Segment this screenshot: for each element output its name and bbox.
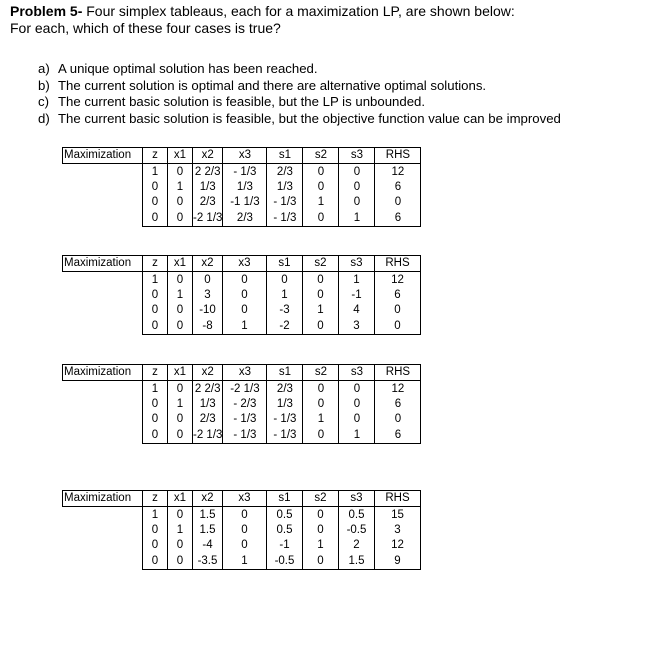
label-spacer — [63, 538, 143, 553]
tableau-header-row — [63, 256, 421, 272]
column-header: x3 — [223, 256, 267, 272]
tableau-cell: 1 — [303, 538, 339, 553]
tableau-cell: 1/3 — [267, 180, 303, 195]
column-header: x1 — [168, 365, 193, 381]
tableau-cell: 2 2/3 — [193, 381, 223, 397]
tableau-cell: 1 — [168, 288, 193, 303]
column-header: x1 — [168, 491, 193, 507]
tableau-cell: 0 — [143, 523, 168, 538]
tableau-cell: 0 — [168, 195, 193, 210]
tableau-cell: 0.5 — [267, 507, 303, 523]
tableau-cell: 0 — [303, 211, 339, 227]
tableau-cell: 0 — [143, 195, 168, 210]
tableau-cell: 2/3 — [193, 195, 223, 210]
column-header: x3 — [223, 148, 267, 164]
tableau-cell: 0 — [303, 523, 339, 538]
tableau-cell: 6 — [375, 428, 421, 444]
problem-statement — [10, 3, 515, 37]
tableau-cell: - 1/3 — [267, 195, 303, 210]
tableau-cell: 4 — [339, 303, 375, 318]
tableau-cell: 6 — [375, 180, 421, 195]
tableau-cell: 0 — [223, 288, 267, 303]
tableau-cell: 0 — [339, 180, 375, 195]
tableau-cell: 6 — [375, 211, 421, 227]
tableau-cell: -2 1/3 — [193, 211, 223, 227]
tableau-cell: 0 — [223, 538, 267, 553]
column-header: s1 — [267, 148, 303, 164]
tableau-cell: 0 — [223, 272, 267, 288]
tableau-row — [63, 381, 421, 397]
label-spacer — [63, 554, 143, 570]
tableau-cell: -1 — [339, 288, 375, 303]
column-header: s2 — [303, 491, 339, 507]
tableau-cell: 1 — [168, 180, 193, 195]
tableau-cell: 0 — [375, 319, 421, 335]
column-header: RHS — [375, 148, 421, 164]
tableau-cell: -4 — [193, 538, 223, 553]
tableau-cell: -10 — [193, 303, 223, 318]
tableau-cell: 0 — [168, 211, 193, 227]
choice-b: b) The current solution is optimal and there are alternative optimal solutions. — [38, 77, 487, 93]
tableau-cell: - 1/3 — [223, 164, 267, 180]
tableau-cell: 0 — [267, 272, 303, 288]
tableau-row — [63, 164, 421, 180]
tableau-row — [63, 288, 421, 303]
tableau-cell: 2/3 — [267, 164, 303, 180]
label-spacer — [63, 211, 143, 227]
tableau-cell: 2 — [339, 538, 375, 553]
tableau-cell: 0 — [143, 554, 168, 570]
simplex-tableau-3 — [62, 364, 421, 444]
column-header: s2 — [303, 148, 339, 164]
tableau-cell: -1 — [267, 538, 303, 553]
problem-line-2: For each, which of these four cases is true? — [10, 20, 281, 36]
tableau-cell: - 1/3 — [267, 211, 303, 227]
tableau-cell: 6 — [375, 397, 421, 412]
tableau-cell: 1 — [339, 272, 375, 288]
column-header: x2 — [193, 148, 223, 164]
tableau-cell: 0 — [303, 180, 339, 195]
tableau-cell: 0 — [303, 319, 339, 335]
tableau-cell: 12 — [375, 538, 421, 553]
tableau-cell: 1 — [168, 397, 193, 412]
column-header: s1 — [267, 491, 303, 507]
tableau-cell: 0 — [143, 412, 168, 427]
tableau-cell: 0 — [339, 397, 375, 412]
tableau-cell: 12 — [375, 381, 421, 397]
tableau-row — [63, 303, 421, 318]
tableau-cell: 0 — [143, 211, 168, 227]
tableau-row — [63, 538, 421, 553]
column-header: s1 — [267, 256, 303, 272]
tableau-header-row — [63, 491, 421, 507]
tableau-cell: 0 — [143, 538, 168, 553]
tableau-cell: 0 — [303, 272, 339, 288]
tableau-row — [63, 211, 421, 227]
tableau-cell: -8 — [193, 319, 223, 335]
tableau-cell: 0 — [143, 397, 168, 412]
tableau-row — [63, 272, 421, 288]
column-header: z — [143, 491, 168, 507]
tableau-cell: 0 — [143, 180, 168, 195]
label-spacer — [63, 412, 143, 427]
column-header: s3 — [339, 148, 375, 164]
tableau-cell: -2 1/3 — [223, 381, 267, 397]
tableau-cell: -0.5 — [267, 554, 303, 570]
tableau-cell: 12 — [375, 164, 421, 180]
tableau-cell: 0 — [168, 303, 193, 318]
label-spacer — [63, 428, 143, 444]
column-header: s3 — [339, 365, 375, 381]
tableau-cell: 0 — [303, 428, 339, 444]
column-header: s3 — [339, 491, 375, 507]
column-header: RHS — [375, 256, 421, 272]
tableau-cell: 2/3 — [223, 211, 267, 227]
tableau-row — [63, 554, 421, 570]
tableau-label: Maximization — [63, 491, 143, 507]
tableau-cell: - 1/3 — [267, 412, 303, 427]
tableau-cell: 0 — [303, 164, 339, 180]
tableau-cell: - 1/3 — [267, 428, 303, 444]
tableau-label: Maximization — [63, 256, 143, 272]
tableau-row — [63, 319, 421, 335]
tableau-cell: 1.5 — [193, 523, 223, 538]
label-spacer — [63, 523, 143, 538]
tableau-cell: 0 — [223, 507, 267, 523]
tableau-cell: -1 1/3 — [223, 195, 267, 210]
tableau-cell: 2 2/3 — [193, 164, 223, 180]
tableau-row — [63, 523, 421, 538]
tableau-row — [63, 428, 421, 444]
tableau-cell: 1 — [339, 211, 375, 227]
tableau-cell: 1 — [303, 412, 339, 427]
tableau-cell: -2 1/3 — [193, 428, 223, 444]
column-header: s2 — [303, 256, 339, 272]
tableau-cell: 1 — [143, 272, 168, 288]
simplex-tableau-1 — [62, 147, 421, 227]
tableau-cell: 3 — [193, 288, 223, 303]
tableau-cell: -3.5 — [193, 554, 223, 570]
tableau-cell: 1 — [267, 288, 303, 303]
column-header: s2 — [303, 365, 339, 381]
tableau-cell: 1/3 — [193, 180, 223, 195]
tableau-cell: 0 — [303, 554, 339, 570]
tableau-row — [63, 180, 421, 195]
tableau-cell: 0.5 — [339, 507, 375, 523]
tableau-cell: 0 — [303, 397, 339, 412]
tableau-cell: 0 — [339, 195, 375, 210]
tableau-cell: 0 — [168, 554, 193, 570]
problem-line-1 — [10, 3, 515, 20]
tableau-cell: 0 — [223, 303, 267, 318]
tableau-cell: 1/3 — [267, 397, 303, 412]
tableau-cell: 0 — [143, 303, 168, 318]
column-header: x3 — [223, 491, 267, 507]
tableau-cell: 0 — [168, 507, 193, 523]
tableau-cell: 2/3 — [267, 381, 303, 397]
tableau-cell: 0 — [375, 303, 421, 318]
tableau-cell: 0.5 — [267, 523, 303, 538]
tableau-cell: 0 — [339, 381, 375, 397]
tableau-cell: 1.5 — [339, 554, 375, 570]
tableau-cell: 1 — [303, 303, 339, 318]
tableau-cell: 0 — [168, 319, 193, 335]
tableau-cell: 0 — [303, 381, 339, 397]
tableau-cell: 0 — [143, 319, 168, 335]
tableau-cell: -2 — [267, 319, 303, 335]
tableau-cell: 1/3 — [193, 397, 223, 412]
choice-d: d) The current basic solution is feasible, but the objective function value can be improved — [38, 110, 561, 126]
column-header: RHS — [375, 365, 421, 381]
tableau-cell: -0.5 — [339, 523, 375, 538]
tableau-cell: 1 — [223, 554, 267, 570]
label-spacer — [63, 180, 143, 195]
simplex-tableau-4 — [62, 490, 421, 570]
tableau-cell: 9 — [375, 554, 421, 570]
tableau-cell: 1/3 — [223, 180, 267, 195]
column-header: s1 — [267, 365, 303, 381]
tableau-cell: 3 — [339, 319, 375, 335]
problem-label: Problem 5- — [10, 3, 83, 19]
tableau-cell: 0 — [303, 288, 339, 303]
tableau-cell: 2/3 — [193, 412, 223, 427]
tableau-row — [63, 507, 421, 523]
tableau-cell: 1 — [339, 428, 375, 444]
tableau-cell: 1 — [168, 523, 193, 538]
tableau-cell: -3 — [267, 303, 303, 318]
column-header: x1 — [168, 148, 193, 164]
tableau-cell: - 1/3 — [223, 428, 267, 444]
tableau-cell: 15 — [375, 507, 421, 523]
problem-text: Four simplex tableaus, each for a maximization LP, are shown below: — [82, 3, 515, 19]
tableau-cell: 0 — [223, 523, 267, 538]
tableau-cell: 0 — [143, 428, 168, 444]
tableau-cell: 12 — [375, 272, 421, 288]
tableau-cell: 1 — [303, 195, 339, 210]
tableau-cell: 0 — [143, 288, 168, 303]
tableau-cell: 1 — [143, 507, 168, 523]
column-header: x1 — [168, 256, 193, 272]
tableau-cell: 0 — [375, 412, 421, 427]
label-spacer — [63, 164, 143, 180]
tableau-cell: 1.5 — [193, 507, 223, 523]
tableau-cell: 1 — [143, 164, 168, 180]
tableau-cell: 0 — [168, 412, 193, 427]
tableau-header-row — [63, 148, 421, 164]
choice-list — [38, 61, 561, 127]
tableau-cell: 3 — [375, 523, 421, 538]
tableau-cell: 0 — [168, 428, 193, 444]
tableau-label: Maximization — [63, 365, 143, 381]
tableau-row — [63, 412, 421, 427]
tableau-cell: 0 — [303, 507, 339, 523]
tableau-cell: 1 — [223, 319, 267, 335]
label-spacer — [63, 195, 143, 210]
tableau-row — [63, 195, 421, 210]
column-header: x2 — [193, 491, 223, 507]
tableau-cell: 1 — [143, 381, 168, 397]
label-spacer — [63, 381, 143, 397]
tableau-cell: 0 — [339, 412, 375, 427]
tableau-cell: 0 — [193, 272, 223, 288]
tableau-cell: 0 — [339, 164, 375, 180]
tableau-cell: 0 — [168, 538, 193, 553]
tableau-cell: 0 — [168, 272, 193, 288]
choice-c: c) The current basic solution is feasible, but the LP is unbounded. — [38, 94, 426, 109]
label-spacer — [63, 319, 143, 335]
label-spacer — [63, 303, 143, 318]
tableau-cell: - 2/3 — [223, 397, 267, 412]
tableau-cell: 0 — [168, 381, 193, 397]
column-header: x2 — [193, 365, 223, 381]
column-header: s3 — [339, 256, 375, 272]
column-header: x2 — [193, 256, 223, 272]
column-header: RHS — [375, 491, 421, 507]
tableau-cell: 6 — [375, 288, 421, 303]
simplex-tableau-2 — [62, 255, 421, 335]
label-spacer — [63, 397, 143, 412]
choice-a: a) A unique optimal solution has been reached. — [38, 61, 318, 76]
tableau-label: Maximization — [63, 148, 143, 164]
column-header: z — [143, 256, 168, 272]
tableau-row — [63, 397, 421, 412]
tableau-header-row — [63, 365, 421, 381]
column-header: z — [143, 148, 168, 164]
tableau-cell: 0 — [168, 164, 193, 180]
label-spacer — [63, 288, 143, 303]
column-header: z — [143, 365, 168, 381]
label-spacer — [63, 272, 143, 288]
tableau-cell: 0 — [375, 195, 421, 210]
tableau-cell: - 1/3 — [223, 412, 267, 427]
column-header: x3 — [223, 365, 267, 381]
label-spacer — [63, 507, 143, 523]
